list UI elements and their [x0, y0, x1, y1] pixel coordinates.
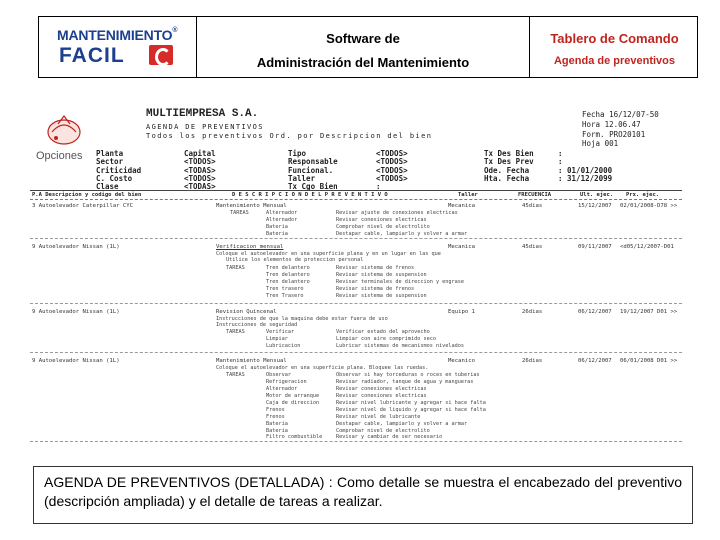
row1-task-desc: Revisar conexiones electricas — [336, 217, 427, 223]
row4-task-desc: Observar si hay torceduras o roces en tuberias — [336, 372, 480, 378]
row4-frec: 26dias — [522, 358, 543, 364]
row2-task-desc: Revisar sistema de suspension — [336, 293, 427, 299]
row4-task: Frenos — [266, 407, 285, 413]
row-divider — [30, 441, 682, 442]
row3-tareas-label: TAREAS — [226, 329, 245, 335]
row4-bien: 9 Autoelevador Nissan (1L) — [32, 358, 120, 364]
row4-task: Bateria — [266, 421, 288, 427]
row3-desc-3: Instrucciones de seguridad — [216, 322, 298, 328]
row4-task-desc: Destapar cable, lampiarlo y volver a armar — [336, 421, 468, 427]
row1-task: Alternador — [266, 210, 298, 216]
row4-task: Refrigeracion — [266, 379, 307, 385]
row3-prx: 19/12/2007 D01 >> — [620, 309, 678, 315]
row4-task: Observar — [266, 372, 291, 378]
row2-task-desc: Revisar terminales de direccion y engrase — [336, 279, 465, 285]
logo-mark-icon — [149, 45, 173, 65]
row4-desc-2: Coloque el autoelevador en una superficie plana. Bloquee las ruedas. — [216, 365, 429, 371]
section-title-sub: Agenda de preventivos — [553, 55, 676, 67]
row4-task: Frenos — [266, 414, 285, 420]
row2-frec: 45dias — [522, 244, 543, 250]
row1-task-desc: Destapar cable, lampiarlo y volver a armar — [336, 231, 468, 237]
header-banner — [38, 16, 698, 78]
row2-desc-2: Coloque el autoelevador en una superficie plana y en un lugar en las que — [216, 251, 441, 257]
brand-logo — [39, 17, 197, 77]
row4-task: Motor de arranque — [266, 393, 320, 399]
row3-frec: 26dias — [522, 309, 543, 315]
row2-ult: 09/11/2007 — [578, 244, 612, 250]
row4-task-desc: Comprobar nivel de electrolito — [336, 428, 430, 434]
row3-desc: Revision Quincenal — [216, 309, 277, 315]
row2-taller: Mecanica — [448, 244, 475, 250]
row4-tareas-label: TAREAS — [226, 372, 245, 378]
software-title-line2: Administración del Mantenimiento — [256, 55, 470, 70]
row3-taller: Equipo 1 — [448, 309, 475, 315]
row4-desc: Mantenimiento Mensual — [216, 358, 287, 364]
row2-task: Tren delantero — [266, 279, 310, 285]
row3-task-desc: Lubricar sistemas de mecanismos nivelados — [336, 343, 465, 349]
logo-top-text: MANTENIMIENTO® — [57, 27, 178, 43]
row-divider — [30, 303, 682, 304]
row4-prx: 06/01/2008 D01 >> — [620, 358, 678, 364]
meta-hoja: Hoja 001 — [582, 139, 619, 148]
row2-task-desc: Revisar sistema de frenos — [336, 265, 415, 271]
row4-task: Alternador — [266, 386, 298, 392]
row4-taller: Mecanico — [448, 358, 475, 364]
tomato-logo-icon — [44, 112, 84, 146]
caption-box: AGENDA DE PREVENTIVOS (DETALLADA) : Como detalle se muestra el encabezado del preventivo (descripción ampliada) y el detalle de tareas a realizar. — [33, 466, 693, 524]
row2-task: Tren delantero — [266, 265, 310, 271]
row4-task-desc: Revisar nivel de lubricante — [336, 414, 421, 420]
logo-bottom-text: FACIL — [59, 44, 125, 67]
row4-task: Caja de direccion — [266, 400, 320, 406]
row2-task-desc: Revisar sistema de suspension — [336, 272, 427, 278]
row2-task: Tren delantero — [266, 272, 310, 278]
software-title — [197, 17, 530, 77]
row3-task: Verificar — [266, 329, 295, 335]
row1-task-desc: Comprobar nivel de electrolito — [336, 224, 430, 230]
meta-form: Form. PRO20101 — [582, 130, 646, 139]
row1-task-desc: Revisar ajuste de conexiones electricas — [336, 210, 458, 216]
row1-task: Bateria — [266, 224, 288, 230]
row4-task: Filtro combustible — [266, 434, 323, 440]
row2-task: Tren trasero — [266, 286, 304, 292]
row2-desc: Verificacion mensual — [216, 244, 284, 250]
filter-values-2: <TODOS> <TODOS> <TODOS> <TODOS> : — [376, 149, 408, 192]
report-preview — [30, 104, 682, 442]
row1-frec: 45dias — [522, 203, 543, 209]
row4-task-desc: Revisar nivel lubricante y agregar si hace falta — [336, 400, 486, 406]
row1-ult: 15/12/2007 — [578, 203, 612, 209]
row1-task: Alternador — [266, 217, 298, 223]
row2-bien: 9 Autoelevador Nissan (1L) — [32, 244, 120, 250]
row2-prx: <d05/12/2007-D01 — [620, 244, 674, 250]
row2-task: Tren Trasero — [266, 293, 304, 299]
row3-task-desc: Verificar estado del aprovecho — [336, 329, 430, 335]
meta-fecha: Fecha 16/12/07-50 — [582, 110, 659, 119]
meta-hora: Hora 12.06.47 — [582, 120, 641, 129]
section-title-main: Tablero de Comando — [550, 31, 679, 46]
filter-values-1: Capital <TODOS> <TODAS> <TODOS> <TODAS> — [184, 149, 216, 192]
row4-task-desc: Revisar radiador, tanque de agua y mangueras — [336, 379, 474, 385]
report-subtitle: AGENDA DE PREVENTIVOS — [146, 123, 264, 131]
row2-desc-3: Utilice los elementos de proteccion personal — [226, 257, 364, 263]
software-title-line1: Software de — [326, 31, 400, 46]
row3-task-desc: Limpiar con aire comprimido seco — [336, 336, 436, 342]
row1-taller: Mecanica — [448, 203, 475, 209]
row3-desc-2: Instrucciones de que la maquina debe estar fuera de uso — [216, 316, 388, 322]
row2-task-desc: Revisar sistema de frenos — [336, 286, 415, 292]
row1-bien: 3 Autoelevador Caterpillar CYC — [32, 203, 134, 209]
row3-task: Lubricacion — [266, 343, 301, 349]
filter-values-3: : : : 01/01/2000 : 31/12/2099 — [558, 149, 613, 183]
row4-ult: 06/12/2007 — [578, 358, 612, 364]
row3-ult: 06/12/2007 — [578, 309, 612, 315]
section-title — [530, 17, 699, 77]
row4-task-desc: Revisar y cambiar de ser necesario — [336, 434, 443, 440]
report-column-header: P.A Descripcion y codigo del bien D E S C R I P C I O N D E L P R E V E N T I V O Taller FRECUENCIA Ult. ejec. Prx. ejec. — [30, 190, 682, 200]
row1-desc: Mantenimiento Mensual — [216, 203, 287, 209]
opciones-label: Opciones — [36, 150, 83, 162]
row1-task: Bateria — [266, 231, 288, 237]
filter-labels-1: Planta Sector Criticidad C. Costo Clase — [96, 149, 142, 192]
row4-task: Bateria — [266, 428, 288, 434]
row-divider — [30, 238, 682, 239]
company-name: MULTIEMPRESA S.A. — [146, 108, 259, 120]
row2-tareas-label: TAREAS — [226, 265, 245, 271]
row-divider — [30, 352, 682, 353]
row4-task-desc: Revisar conexiones electricas — [336, 386, 427, 392]
report-subtitle-detail: Todos los preventivos Ord. por Descripcion del bien — [146, 132, 433, 140]
row4-task-desc: Revisar nivel de liquido y agregar si hace falta — [336, 407, 486, 413]
row1-tareas-label: TAREAS — [230, 210, 249, 216]
filter-labels-3: Tx Des Bien Tx Des Prev Ode. Fecha Hta. Fecha — [484, 149, 534, 183]
row4-task-desc: Revisar conexiones electricas — [336, 393, 427, 399]
row3-task: Limpiar — [266, 336, 288, 342]
filter-labels-2: Tipo Responsable Funcional. Taller Tx Cgo Bien — [288, 149, 338, 192]
row3-bien: 9 Autoelevador Nissan (1L) — [32, 309, 120, 315]
row1-prx: 02/01/2008-D78 >> — [620, 203, 678, 209]
